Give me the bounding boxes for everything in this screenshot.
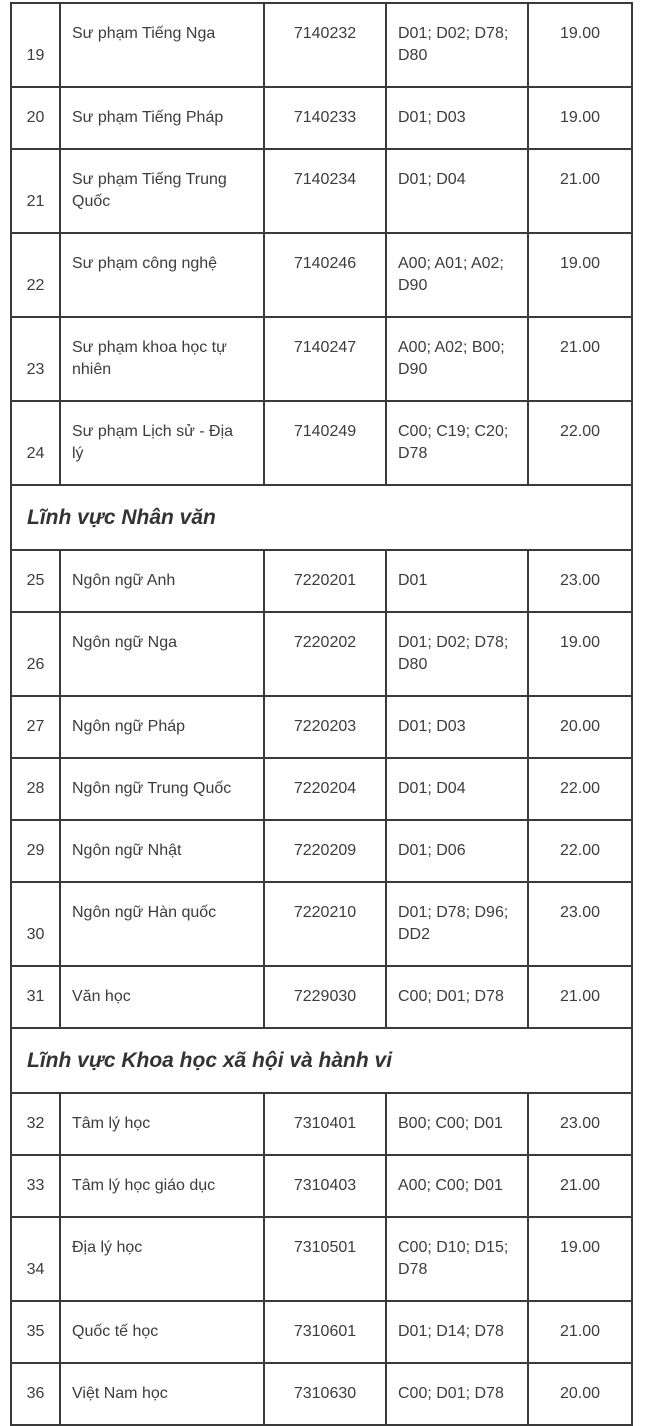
program-code-cell: 7220202	[264, 612, 386, 696]
table-row	[11, 1217, 632, 1301]
table-row	[11, 1301, 632, 1363]
row-number-cell: 26	[11, 612, 60, 696]
benchmark-score-cell: 23.00	[528, 550, 632, 612]
program-name-cell: Ngôn ngữ Hàn quốc	[60, 882, 264, 966]
program-code-cell: 7140232	[264, 3, 386, 87]
benchmark-score-cell: 21.00	[528, 1301, 632, 1363]
program-name-cell: Tâm lý học	[60, 1093, 264, 1155]
subject-combinations-cell: D01; D04	[386, 758, 528, 820]
program-name-cell: Sư phạm Tiếng Trung Quốc	[60, 149, 264, 233]
admission-table-body	[11, 3, 632, 1425]
program-name-cell: Ngôn ngữ Nga	[60, 612, 264, 696]
benchmark-score-cell: 21.00	[528, 149, 632, 233]
program-code-cell: 7140234	[264, 149, 386, 233]
subject-combinations-cell: D01; D14; D78	[386, 1301, 528, 1363]
row-number-cell: 36	[11, 1363, 60, 1425]
row-number-cell: 29	[11, 820, 60, 882]
program-name-cell: Địa lý học	[60, 1217, 264, 1301]
subject-combinations-cell: D01	[386, 550, 528, 612]
table-row	[11, 966, 632, 1028]
row-number-cell: 21	[11, 149, 60, 233]
benchmark-score-cell: 20.00	[528, 1363, 632, 1425]
table-row	[11, 882, 632, 966]
program-name-cell: Việt Nam học	[60, 1363, 264, 1425]
subject-combinations-cell: D01; D03	[386, 87, 528, 149]
program-name-cell: Sư phạm Tiếng Pháp	[60, 87, 264, 149]
program-name-cell: Sư phạm Tiếng Nga	[60, 3, 264, 87]
row-number-cell: 35	[11, 1301, 60, 1363]
program-name-cell: Ngôn ngữ Anh	[60, 550, 264, 612]
program-name-cell: Ngôn ngữ Nhật	[60, 820, 264, 882]
admission-scores-table-container	[10, 2, 631, 1426]
table-row	[11, 3, 632, 87]
program-name-cell: Ngôn ngữ Pháp	[60, 696, 264, 758]
subject-combinations-cell: B00; C00; D01	[386, 1093, 528, 1155]
benchmark-score-cell: 19.00	[528, 1217, 632, 1301]
program-name-cell: Ngôn ngữ Trung Quốc	[60, 758, 264, 820]
benchmark-score-cell: 19.00	[528, 612, 632, 696]
benchmark-score-cell: 21.00	[528, 317, 632, 401]
program-code-cell: 7220210	[264, 882, 386, 966]
table-row	[11, 1155, 632, 1217]
benchmark-score-cell: 22.00	[528, 401, 632, 485]
row-number-cell: 27	[11, 696, 60, 758]
program-name-cell: Sư phạm Lịch sử - Địa lý	[60, 401, 264, 485]
subject-combinations-cell: D01; D03	[386, 696, 528, 758]
program-code-cell: 7220204	[264, 758, 386, 820]
subject-combinations-cell: D01; D04	[386, 149, 528, 233]
table-row	[11, 317, 632, 401]
table-row	[11, 820, 632, 882]
program-code-cell: 7220203	[264, 696, 386, 758]
table-row	[11, 696, 632, 758]
subject-combinations-cell: C00; D10; D15; D78	[386, 1217, 528, 1301]
subject-combinations-cell: D01; D02; D78; D80	[386, 3, 528, 87]
benchmark-score-cell: 19.00	[528, 87, 632, 149]
program-code-cell: 7140246	[264, 233, 386, 317]
table-row	[11, 758, 632, 820]
section-header-row	[11, 485, 632, 550]
subject-combinations-cell: D01; D06	[386, 820, 528, 882]
program-code-cell: 7229030	[264, 966, 386, 1028]
row-number-cell: 22	[11, 233, 60, 317]
row-number-cell: 34	[11, 1217, 60, 1301]
subject-combinations-cell: C00; D01; D78	[386, 1363, 528, 1425]
table-row	[11, 1363, 632, 1425]
row-number-cell: 24	[11, 401, 60, 485]
table-row	[11, 550, 632, 612]
program-name-cell: Tâm lý học giáo dục	[60, 1155, 264, 1217]
program-code-cell: 7310501	[264, 1217, 386, 1301]
row-number-cell: 19	[11, 3, 60, 87]
program-code-cell: 7310630	[264, 1363, 386, 1425]
row-number-cell: 25	[11, 550, 60, 612]
row-number-cell: 32	[11, 1093, 60, 1155]
subject-combinations-cell: D01; D78; D96; DD2	[386, 882, 528, 966]
program-name-cell: Quốc tế học	[60, 1301, 264, 1363]
benchmark-score-cell: 21.00	[528, 966, 632, 1028]
program-name-cell: Sư phạm khoa học tự nhiên	[60, 317, 264, 401]
benchmark-score-cell: 22.00	[528, 820, 632, 882]
subject-combinations-cell: A00; A02; B00; D90	[386, 317, 528, 401]
table-row	[11, 87, 632, 149]
section-header-label: Lĩnh vực Nhân văn	[11, 485, 632, 550]
table-row	[11, 233, 632, 317]
benchmark-score-cell: 21.00	[528, 1155, 632, 1217]
benchmark-score-cell: 23.00	[528, 882, 632, 966]
program-name-cell: Văn học	[60, 966, 264, 1028]
subject-combinations-cell: C00; D01; D78	[386, 966, 528, 1028]
subject-combinations-cell: A00; C00; D01	[386, 1155, 528, 1217]
row-number-cell: 28	[11, 758, 60, 820]
row-number-cell: 20	[11, 87, 60, 149]
section-header-label: Lĩnh vực Khoa học xã hội và hành vi	[11, 1028, 632, 1093]
table-row	[11, 401, 632, 485]
program-code-cell: 7140233	[264, 87, 386, 149]
benchmark-score-cell: 20.00	[528, 696, 632, 758]
row-number-cell: 31	[11, 966, 60, 1028]
table-row	[11, 149, 632, 233]
section-header-row	[11, 1028, 632, 1093]
program-code-cell: 7220209	[264, 820, 386, 882]
row-number-cell: 30	[11, 882, 60, 966]
benchmark-score-cell: 19.00	[528, 233, 632, 317]
subject-combinations-cell: D01; D02; D78; D80	[386, 612, 528, 696]
benchmark-score-cell: 19.00	[528, 3, 632, 87]
program-code-cell: 7140247	[264, 317, 386, 401]
row-number-cell: 23	[11, 317, 60, 401]
benchmark-score-cell: 22.00	[528, 758, 632, 820]
program-code-cell: 7310401	[264, 1093, 386, 1155]
row-number-cell: 33	[11, 1155, 60, 1217]
program-code-cell: 7220201	[264, 550, 386, 612]
program-code-cell: 7310601	[264, 1301, 386, 1363]
subject-combinations-cell: C00; C19; C20; D78	[386, 401, 528, 485]
admission-scores-table	[10, 2, 633, 1426]
table-row	[11, 612, 632, 696]
program-code-cell: 7310403	[264, 1155, 386, 1217]
subject-combinations-cell: A00; A01; A02; D90	[386, 233, 528, 317]
program-name-cell: Sư phạm công nghệ	[60, 233, 264, 317]
program-code-cell: 7140249	[264, 401, 386, 485]
benchmark-score-cell: 23.00	[528, 1093, 632, 1155]
table-row	[11, 1093, 632, 1155]
